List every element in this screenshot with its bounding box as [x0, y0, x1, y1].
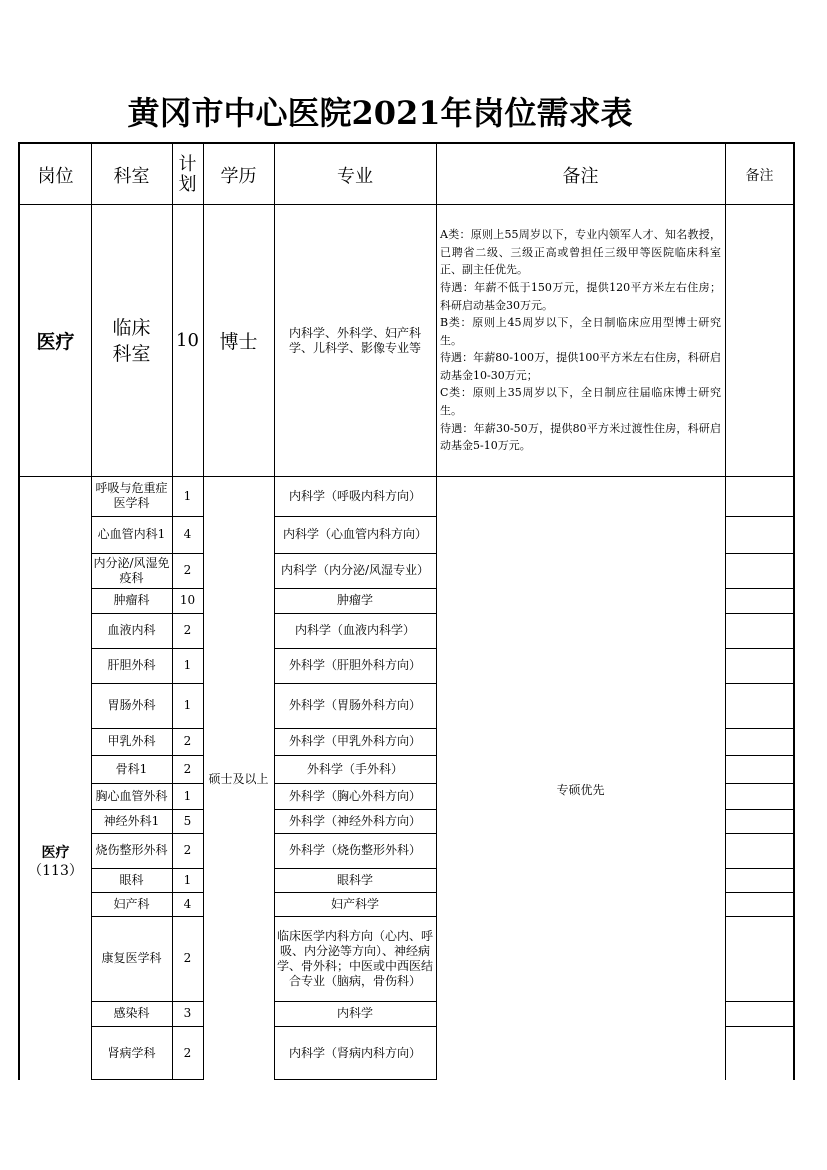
header-department: 科室	[113, 166, 150, 187]
grid-line	[725, 892, 794, 893]
grid-line	[725, 648, 794, 649]
doctor-remark-line: A类：原则上55周岁以下，专业内领军人才、知名教授，已聘省二级、三级正高或曾担任三级甲等医院临床科室正、副主任优先。	[440, 228, 721, 277]
row-plan: 5	[183, 813, 192, 828]
row-department: 血液内科	[107, 623, 156, 637]
grid-line	[725, 755, 794, 756]
grid-line	[725, 783, 794, 784]
grid-line	[725, 868, 794, 869]
row-plan: 1	[183, 872, 192, 887]
grid-line	[725, 1001, 794, 1002]
row-department: 甲乳外科	[107, 734, 156, 748]
row-department: 心血管内科1	[97, 527, 166, 541]
row-department: 感染科	[113, 1006, 150, 1020]
row-major: 肿瘤学	[336, 593, 373, 607]
row-major: 外科学（胸心外科方向）	[288, 788, 421, 803]
grid-line	[725, 476, 794, 477]
master-remarks: 专硕优先	[556, 783, 605, 797]
header-remarks: 备注	[562, 166, 599, 187]
row-department: 胸心血管外科	[95, 788, 168, 803]
doctor-remarks-list	[440, 226, 721, 455]
grid-line	[725, 916, 794, 917]
row-plan: 2	[183, 843, 192, 857]
header-plan-label: 计划	[178, 154, 197, 195]
row-plan: 2	[183, 734, 192, 748]
row-plan: 4	[183, 896, 192, 911]
grid-line	[725, 588, 794, 589]
doctor-remarks	[436, 205, 725, 476]
doctor-remark-line: C类：原则上35周岁以下，全日制应往届临床博士研究生。	[440, 386, 721, 418]
doctor-remark-line: 待遇：年薪不低于150万元，提供120平方米左右住房；科研启动基金30万元。	[440, 280, 721, 312]
row-plan: 2	[183, 563, 192, 577]
row-department: 骨科1	[115, 761, 148, 776]
doctor-remark-line: 待遇：年薪80-100万，提供100平方米左右住房，科研启动基金10-30万元；	[440, 351, 721, 382]
row-major: 妇产科学	[330, 896, 379, 911]
master-position-label: 医疗	[41, 845, 70, 861]
grid-line	[725, 1026, 794, 1027]
doctor-remark-line: B类：原则上45周岁以下，全日制临床应用型博士研究生。	[440, 316, 721, 347]
row-plan: 2	[183, 761, 192, 776]
row-major: 外科学（胃肠外科方向）	[288, 698, 421, 712]
page-title: 黄冈市中心医院2021年岗位需求表	[127, 94, 633, 132]
row-department: 肾病学科	[107, 1045, 156, 1060]
header-remarks-2: 备注	[745, 168, 774, 184]
doctor-plan: 10	[176, 330, 199, 351]
grid-line	[725, 142, 726, 1080]
doctor-education: 博士	[219, 331, 258, 353]
doctor-position: 医疗	[36, 331, 75, 353]
header-position: 岗位	[37, 166, 74, 187]
row-plan: 1	[183, 788, 192, 803]
grid-line	[725, 613, 794, 614]
doctor-department: 临床科室	[112, 316, 151, 365]
row-department: 内分泌/风湿免疫科	[93, 555, 170, 585]
row-major: 眼科学	[336, 872, 373, 887]
header-major: 专业	[337, 166, 373, 187]
row-department: 烧伤整形外科	[95, 843, 168, 857]
grid-line	[725, 516, 794, 517]
row-plan: 3	[183, 1006, 192, 1020]
row-department: 康复医学科	[101, 951, 162, 965]
row-major: 内科学	[336, 1006, 373, 1020]
grid-line	[725, 728, 794, 729]
grid-line	[793, 142, 795, 1080]
doctor-remark-line: 待遇：年薪30-50万，提供80平方米过渡性住房，科研启动基金5-10万元。	[440, 421, 721, 453]
row-plan: 1	[183, 698, 192, 712]
row-major: 外科学（神经外科方向）	[288, 813, 421, 828]
row-department: 胃肠外科	[107, 698, 156, 712]
master-position	[20, 476, 91, 1080]
row-plan: 2	[183, 1045, 192, 1060]
grid-line	[18, 142, 794, 144]
row-department: 妇产科	[113, 896, 150, 911]
row-major: 内科学（肾病内科方向）	[288, 1045, 421, 1060]
row-major: 外科学（肝胆外科方向）	[288, 658, 421, 672]
header-plan	[172, 145, 203, 205]
grid-line	[725, 833, 794, 834]
row-major: 外科学（手外科）	[306, 761, 403, 776]
row-major: 外科学（甲乳外科方向）	[288, 734, 421, 748]
row-plan: 2	[183, 951, 192, 965]
row-major: 内科学（内分泌/风湿专业）	[280, 563, 430, 577]
grid-line	[725, 553, 794, 554]
row-department: 肝胆外科	[107, 658, 156, 672]
row-plan: 10	[179, 593, 196, 607]
row-department: 肿瘤科	[113, 593, 150, 607]
doctor-major: 内科学、外科学、妇产科学、儿科学、影像专业等	[288, 325, 421, 355]
row-plan: 1	[183, 488, 192, 503]
row-major: 内科学（血液内科学）	[294, 623, 415, 637]
row-major: 内科学（心血管内科方向）	[282, 527, 427, 541]
master-position-count: （113）	[28, 863, 83, 879]
row-department: 呼吸与危重症医学科	[95, 481, 168, 510]
row-major: 临床医学内科方向（心内、呼吸、内分泌等方向）、神经病学、骨外科；中医或中西医结合专业（脑病，骨伤科）	[276, 928, 433, 988]
row-major: 外科学（烧伤整形外科）	[288, 843, 421, 857]
grid-line	[725, 683, 794, 684]
master-education: 硕士及以上	[208, 772, 269, 786]
row-department: 眼科	[119, 872, 144, 887]
header-education: 学历	[220, 166, 257, 187]
row-major: 内科学（呼吸内科方向）	[288, 488, 421, 503]
row-plan: 4	[183, 527, 192, 541]
grid-line	[725, 809, 794, 810]
row-plan: 2	[183, 623, 192, 637]
row-plan: 1	[183, 658, 192, 672]
row-department: 神经外科1	[103, 813, 160, 828]
